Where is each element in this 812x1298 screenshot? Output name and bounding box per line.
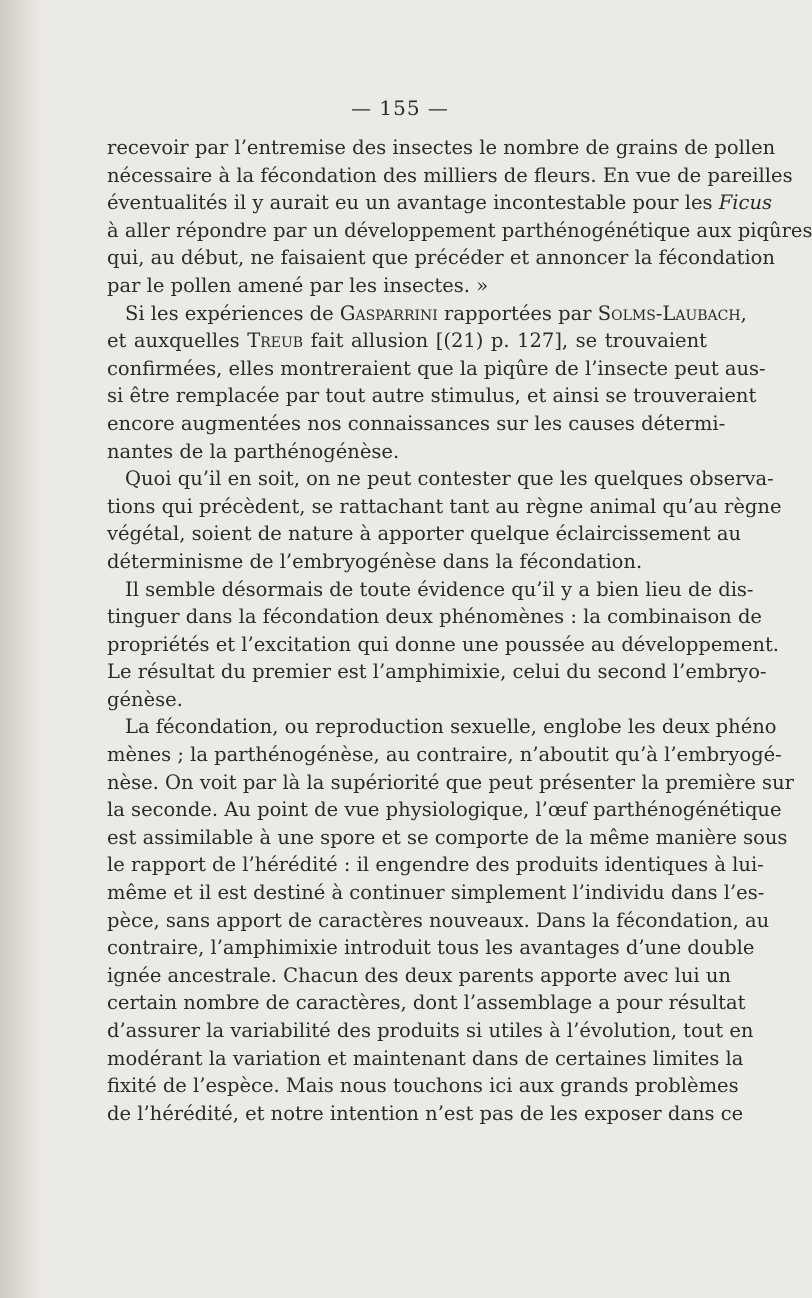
text-line [107,879,765,907]
text-line [107,741,782,769]
text-line [107,713,777,741]
text-segment: est assimilable à une spore et se comporte de la même manière sous [107,825,788,849]
text-line [107,493,782,521]
text-line [107,962,731,990]
text-segment: végétal, soient de nature à apporter quelque éclaircissement au [107,522,742,546]
text-line [107,327,707,355]
text-segment: le rapport de l’hérédité : il engendre des produits identiques à lui- [107,853,764,877]
text-segment: même et il est destiné à continuer simplement l’individu dans l’es- [107,881,765,905]
text-segment: par le pollen amené par les insectes. » [107,273,489,297]
text-line [107,162,793,190]
text-segment: recevoir par l’entremise des insectes le nombre de grains de pollen [107,136,776,159]
text-segment: et auxquelles [107,329,248,353]
text-line [107,934,755,962]
text-segment: Quoi qu’il en soit, on ne peut contester que les quelques observa- [125,467,774,491]
text-segment: ignée ancestrale. Chacun des deux parents apporte avec lui un [107,963,731,987]
text-segment: Si les expériences de [125,301,340,325]
text-line [107,989,746,1017]
text-segment: modérant la variation et maintenant dans de certaines limites la [107,1046,744,1070]
page-edge-shadow [0,0,40,1298]
body-text [107,134,812,1127]
text-line [107,603,762,631]
text-segment: nécessaire à la fécondation des milliers de fleurs. En vue de pareilles [107,163,793,187]
text-line [107,355,766,383]
text-line [107,134,776,162]
text-line [107,1100,744,1128]
text-line [107,272,707,300]
text-line [107,576,754,604]
text-line [107,769,794,797]
text-segment: fixité de l’espèce. Mais nous touchons ici aux grands problèmes [107,1074,739,1098]
text-line [107,217,812,245]
text-line [107,520,742,548]
text-segment: à aller répondre par un développement parthénogénétique aux piqûres [107,218,812,242]
text-segment: La fécondation, ou reproduction sexuelle, englobe les deux phéno [125,715,777,739]
text-segment: mènes ; la parthénogénèse, au contraire, n’aboutit qu’à l’embryogé- [107,743,782,767]
text-line [107,631,779,659]
text-line [107,851,764,879]
text-segment: de l’hérédité, et notre intention n’est pas de les exposer dans ce [107,1101,744,1125]
text-line [107,300,747,328]
page-number: — 155 — [351,96,449,120]
text-segment: si être remplacée par tout autre stimulus, et ainsi se trouveraient [107,384,757,408]
text-segment: propriétés et l’excitation qui donne une poussée au développement. [107,632,779,656]
text-segment: la seconde. Au point de vue physiologique, l’œuf parthénogénétique [107,798,782,822]
text-line [107,686,707,714]
text-segment: confirmées, elles montreraient que la piqûre de l’insecte peut aus- [107,356,766,380]
text-segment: tinguer dans la fécondation deux phénomènes : la combinaison de [107,605,762,629]
text-segment: rapportées par [437,301,598,325]
text-line [107,1072,739,1100]
text-line [107,548,707,576]
text-segment: nèse. On voit par là la supériorité que peut présenter la première sur [107,770,794,794]
text-line [107,244,775,272]
text-line [107,1045,744,1073]
text-line [107,796,782,824]
text-line [107,189,773,217]
text-line [107,658,767,686]
text-line [107,382,757,410]
text-segment: Il semble désormais de toute évidence qu’il y a bien lieu de dis- [125,577,754,601]
text-line [107,1017,754,1045]
text-segment: Le résultat du premier est l’amphimixie, celui du second l’embryo- [107,660,767,684]
text-line [107,410,726,438]
text-segment: , [740,301,747,325]
text-segment: d’assurer la variabilité des produits si utiles à l’évolution, tout en [107,1019,754,1042]
text-segment: qui, au début, ne faisaient que précéder et annoncer la fécondation [107,246,775,270]
author-name: Solms-Laubach [597,301,741,325]
text-segment: tions qui précèdent, se rattachant tant au règne animal qu’au règne [107,494,782,518]
text-segment: éventualités il y aurait eu un avantage incontestable pour les [107,191,719,215]
author-name: Gasparrini [339,301,438,325]
author-name: Treub [247,329,304,353]
text-segment: fait allusion [(21) p. 127], se trouvaient [303,329,707,353]
text-segment: génèse. [107,687,183,711]
text-line [107,824,788,852]
text-segment: encore augmentées nos connaissances sur les causes détermi- [107,411,726,435]
text-line [107,465,774,493]
text-segment: pèce, sans apport de caractères nouveaux. Dans la fécondation, au [107,908,770,932]
text-segment: déterminisme de l’embryogénèse dans la fécondation. [107,549,643,573]
italic-term: Ficus [718,191,773,215]
text-line [107,438,707,466]
text-segment: certain nombre de caractères, dont l’assemblage a pour résultat [107,991,746,1015]
text-segment: nantes de la parthénogénèse. [107,439,400,463]
text-segment: contraire, l’amphimixie introduit tous les avantages d’une double [107,936,755,960]
text-line [107,907,770,935]
